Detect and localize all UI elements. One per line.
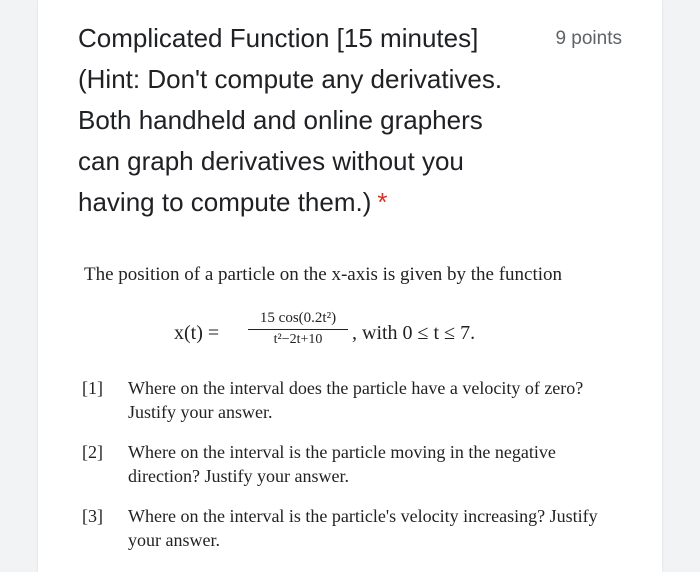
points-label: 9 points bbox=[555, 28, 622, 49]
item-number: [1] bbox=[82, 378, 103, 398]
item-text: Where on the interval is the particle's velocity increasing? Justify your answer. bbox=[128, 506, 598, 550]
item-text: Where on the interval is the particle moving in the negative direction? Justify your answer. bbox=[128, 442, 556, 486]
formula-fraction bbox=[248, 310, 348, 348]
formula-lhs: x(t) = bbox=[174, 322, 220, 344]
question-title-block bbox=[78, 18, 518, 223]
required-asterisk: * bbox=[377, 187, 388, 217]
formula-numerator: 15 cos(0.2t²) bbox=[259, 310, 337, 326]
item-number: [2] bbox=[82, 442, 103, 462]
item-number: [3] bbox=[82, 506, 103, 526]
fraction-bar bbox=[248, 329, 348, 330]
item-text: Where on the interval does the particle have a velocity of zero? Justify your answer. bbox=[128, 378, 584, 422]
formula-domain: , with 0 ≤ t ≤ 7. bbox=[352, 322, 476, 344]
question-card bbox=[38, 0, 662, 572]
problem-intro: The position of a particle on the x-axis is given by the function bbox=[84, 264, 563, 285]
question-title: Complicated Function [15 minutes] (Hint: Don't compute any derivatives. Both handheld and online graphers can graph derivatives without you having to compute them.) bbox=[78, 23, 503, 217]
formula-denominator: t²−2t+10 bbox=[273, 332, 323, 347]
